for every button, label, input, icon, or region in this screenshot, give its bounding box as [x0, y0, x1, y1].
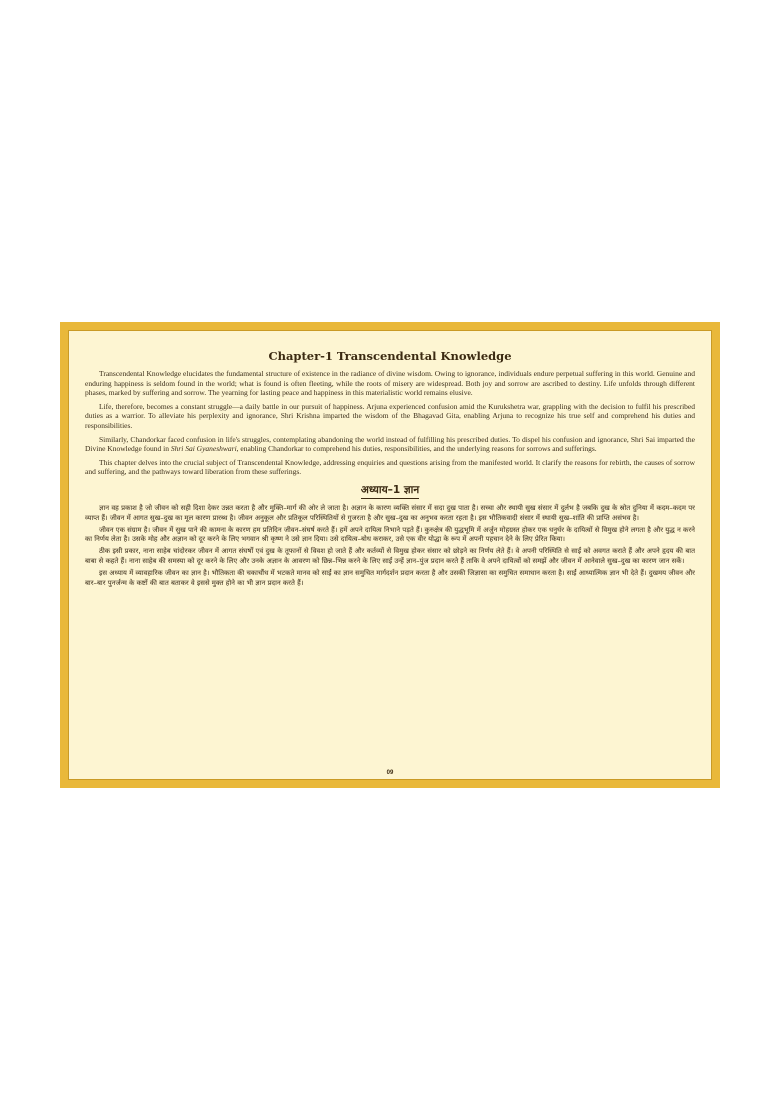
- chapter-title-english: Chapter-1 Transcendental Knowledge: [268, 349, 512, 363]
- english-paragraph-4: This chapter delves into the crucial subject of Transcendental Knowledge, addressing enquiries and questions arising from the manifested world. It clarify the reasons for rebirth, the causes of sorrow and suffering, and the pathways toward liberation from these sufferings.: [85, 457, 695, 477]
- english-paragraph-1: Transcendental Knowledge elucidates the fundamental structure of existence in the radiance of divine wisdom. Owing to ignorance, individuals endure perpetual suffering in this world. Genuine and enduring happiness is seldom found in the world; what is found is often fleeting, while the roots of misery are widespread. Both joy and sorrow are ascribed to destiny. Life unfolds through different phases, marked by suffering and sorrow. The yearning for lasting peace and happiness in this materialistic world remains elusive.: [85, 369, 695, 398]
- hindi-paragraph-4: इस अध्याय में व्यावहारिक जीवन का ज्ञान है। भौतिकता की चकाचौंध में भटकते मानव को साईं का ज्ञान समुचित मार्गदर्शन प्रदान करता है और उसकी जिज्ञासा का समुचित समाधान करता है। साईं आध्यात्मिक ज्ञान भी देते हैं। दुखमय जीवन और बार–बार पुनर्जन्म के कष्टों की बात बताकर वे इससे मुक्त होने का भी ज्ञान प्रदान करते हैं।: [85, 568, 695, 587]
- hindi-paragraph-2: जीवन एक संग्राम है। जीवन में सुख पाने की कामना के कारण हम प्रतिदिन जीवन–संघर्ष करते हैं। हमें अपने दायित्व निभाने पड़ते हैं। कुरुक्षेत्र की युद्धभूमि में अर्जुन मोहग्रस्त होकर एक धनुर्धर के दायित्वों से विमुख होने लगता है और युद्ध न करने का निर्णय लेता है। उसके मोह और अज्ञान को दूर करने के लिए भगवान श्री कृष्ण ने उसे ज्ञान दिया। उसे दायित्व–बोध कराकर, उसे एक वीर योद्धा के रूप में अपनी पहचान देने के लिए प्रेरित किया।: [85, 525, 695, 544]
- page-content: [85, 349, 695, 757]
- chapter-title-hindi: अध्याय–1 ज्ञान: [361, 483, 419, 499]
- english-paragraph-3: [85, 435, 695, 454]
- english-paragraph-3-text-a: Similarly, Chandorkar faced confusion in life's struggles, contemplating abandoning the world instead of fulfilling his prescribed duties. To dispel his confusion and ignorance, Shri Sai imparted the Divine Knowledge found in: [85, 434, 695, 454]
- english-paragraph-2: Life, therefore, becomes a constant struggle—a daily battle in our pursuit of happiness. Arjuna experienced confusion amid the Kurukshetra war, grappling with the decision to fulfil his prescribed duties as a warrior. To alleviate his perplexity and ignorance, Shri Krishna imparted the wisdom of the Bhagavad Gita, enabling Arjuna to recognize his true self and comprehend his duties and responsibilities.: [85, 401, 695, 430]
- hindi-paragraph-1: ज्ञान वह प्रकाश है जो जीवन को सही दिशा देकर उन्नत करता है और मुक्ति–मार्ग की ओर ले जाता है। अज्ञान के कारण व्यक्ति संसार में सदा दुख पाता है। सच्चा और स्थायी सुख संसार में दुर्लभ है जबकि दुख के स्रोत दुनिया में कदम–कदम पर व्याप्त हैं। जीवन में आगत सुख–दुख का मूल कारण प्रारब्ध है। जीवन अनुकूल और प्रतिकूल परिस्थितियों से गुजरता है और सुख–दुख का अनुभव करता रहता है। इस भौतिकवादी संसार में स्थायी सुख–शांति की प्राप्ति असंभव है।: [85, 503, 695, 522]
- chapter-title-hindi-wrapper: [85, 483, 695, 499]
- hindi-paragraph-3: ठीक इसी प्रकार, नाना साहेब चांदोरकर जीवन में आगत संघर्षों एवं दुख के तूफानों से विवश हो जाते हैं और कर्तव्यों से विमुख होकर संसार को छोड़ने का निर्णय लेते हैं। वे अपनी परिस्थिति से साईं को अवगत कराते हैं और अपने हृदय की बात बाबा से कहते हैं। नाना साहेब की समस्या को दूर करने के लिए और उनके अज्ञान के आवरण को छिन्न–भिन्न करने के लिए साईं उन्हें ज्ञान–पुंज प्रदान करते हैं ताकि वे अपने दायित्वों को समझें और जीवन में आनेवाले सुख–दुख का कारण जान सकें।: [85, 547, 695, 565]
- page-number: 09: [386, 770, 394, 776]
- english-paragraph-3-text-b: , enabling Chandorkar to comprehend his duties, responsibilities, and the underlying reasons for sorrows and sufferings.: [236, 444, 597, 454]
- book-title-italic: Shri Sai Gyaneshwari: [170, 444, 237, 454]
- book-page: [60, 322, 720, 788]
- page-inner-panel: [68, 330, 712, 780]
